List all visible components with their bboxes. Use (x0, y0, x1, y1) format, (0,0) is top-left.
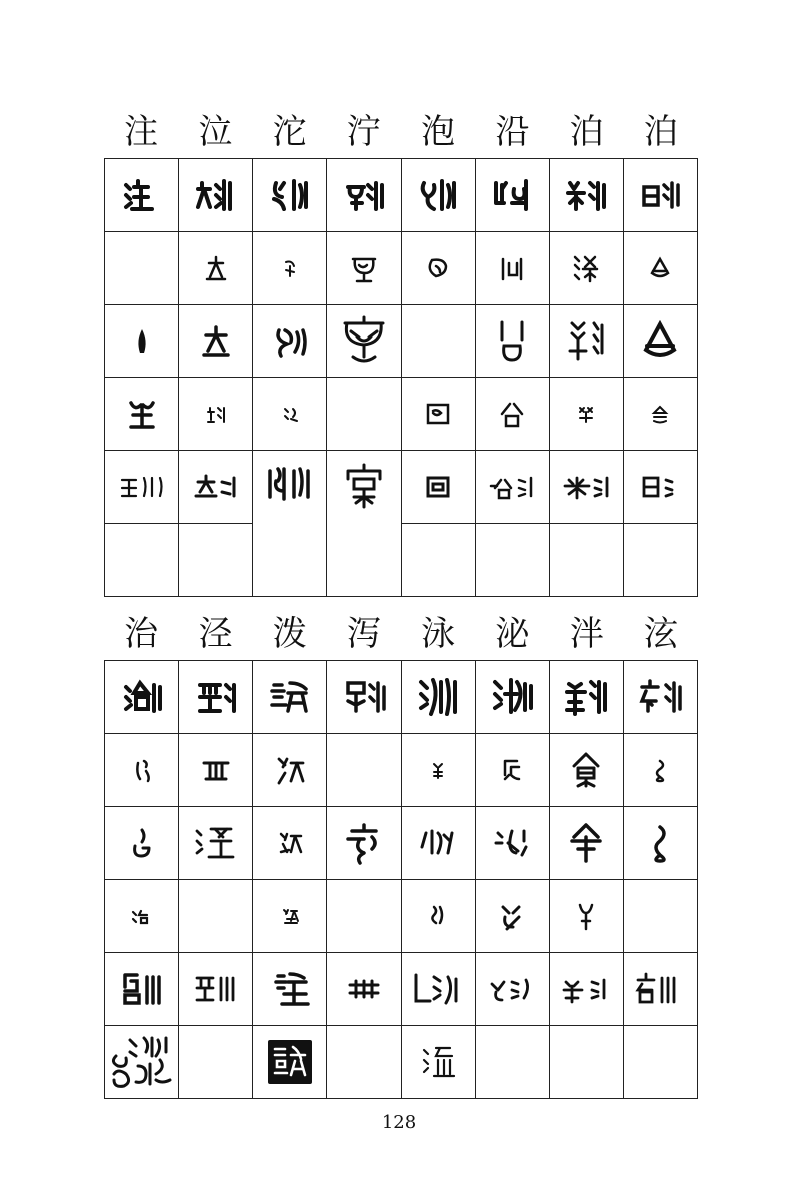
glyph-cell (623, 661, 697, 734)
seal-script-glyph (487, 472, 537, 502)
glyph-cell (475, 807, 549, 880)
seal-script-glyph (426, 901, 450, 931)
section-1-glyph-table (104, 158, 698, 597)
seal-script-glyph (271, 322, 309, 360)
header-char: 泾 (198, 614, 233, 654)
seal-script-glyph (270, 968, 310, 1010)
glyph-cell (179, 305, 253, 378)
glyph-cell (327, 1026, 401, 1099)
seal-script-glyph (192, 472, 240, 502)
glyph-cell (549, 734, 623, 807)
glyph-cell (549, 305, 623, 378)
glyph-cell (475, 451, 549, 524)
section-2-header-row (104, 614, 698, 654)
glyph-cell (549, 159, 623, 232)
glyph-cell (401, 232, 475, 305)
glyph-cell (253, 159, 327, 232)
glyph-cell (475, 1026, 549, 1099)
seal-script-glyph (119, 969, 165, 1009)
glyph-cell (475, 524, 549, 597)
seal-script-glyph (268, 173, 312, 217)
glyph-cell (253, 1026, 327, 1099)
seal-script-glyph (647, 255, 673, 281)
glyph-cell (623, 378, 697, 451)
seal-script-glyph (118, 472, 166, 502)
seal-script-glyph (201, 253, 231, 283)
seal-script-glyph (129, 906, 155, 926)
glyph-cell (549, 880, 623, 953)
seal-script-glyph (278, 256, 302, 280)
section-2-glyph-table (104, 660, 698, 1099)
seal-script-glyph (275, 828, 305, 858)
glyph-cell (623, 807, 697, 880)
glyph-cell (623, 1026, 697, 1099)
seal-script-glyph (191, 821, 241, 865)
glyph-cell (401, 880, 475, 953)
section-1-header-row (104, 112, 698, 152)
seal-script-glyph (416, 173, 460, 217)
header-char: 泌 (495, 614, 530, 654)
glyph-cell (549, 451, 623, 524)
header-char: 泮 (569, 614, 604, 654)
seal-script-glyph (342, 461, 386, 511)
seal-script-glyph (489, 674, 535, 720)
seal-script-glyph (342, 675, 386, 719)
glyph-cell (253, 378, 327, 451)
seal-script-glyph (574, 899, 598, 933)
glyph-cell (327, 734, 401, 807)
glyph-cell (475, 159, 549, 232)
header-char: 泣 (198, 112, 233, 152)
seal-script-glyph (648, 403, 672, 425)
table-row (105, 734, 698, 807)
glyph-cell (179, 880, 253, 953)
glyph-cell (253, 880, 327, 953)
header-char: 泊 (569, 112, 604, 152)
glyph-cell (401, 159, 475, 232)
seal-script-glyph (634, 970, 686, 1008)
header-char: 注 (124, 112, 159, 152)
seal-script-glyph (120, 173, 164, 217)
glyph-cell (179, 378, 253, 451)
glyph-cell (327, 232, 401, 305)
glyph-cell (475, 232, 549, 305)
header-char: 泻 (346, 614, 381, 654)
glyph-cell (105, 880, 179, 953)
seal-script-glyph (497, 755, 527, 785)
seal-script-glyph (200, 755, 232, 785)
seal-script-glyph (204, 402, 228, 426)
glyph-cell (401, 807, 475, 880)
seal-script-glyph (193, 972, 239, 1006)
seal-script-glyph (194, 173, 238, 217)
glyph-cell (253, 734, 327, 807)
glyph-cell (253, 953, 327, 1026)
glyph-cell (401, 1026, 475, 1099)
glyph-cell (401, 305, 475, 378)
seal-script-glyph (563, 674, 609, 720)
seal-script-glyph (639, 320, 681, 362)
glyph-cell (475, 880, 549, 953)
table-row (105, 661, 698, 734)
glyph-cell (623, 734, 697, 807)
glyph-cell (327, 305, 401, 378)
header-char: 沿 (495, 112, 530, 152)
seal-script-glyph (342, 821, 386, 865)
table-row (105, 524, 698, 597)
table-row (105, 953, 698, 1026)
header-char: 泊 (643, 112, 678, 152)
glyph-cell (105, 734, 179, 807)
glyph-cell (623, 451, 697, 524)
glyph-cell (105, 524, 179, 597)
glyph-cell (401, 524, 475, 597)
header-char: 沱 (272, 112, 307, 152)
glyph-cell (179, 1026, 253, 1099)
glyph-cell (105, 305, 179, 378)
seal-script-glyph (566, 821, 606, 865)
glyph-cell (179, 734, 253, 807)
table-row (105, 1026, 698, 1099)
seal-script-glyph (339, 313, 389, 369)
glyph-cell (179, 232, 253, 305)
seal-script-glyph (495, 899, 529, 933)
seal-script-glyph (279, 905, 301, 927)
glyph-cell (401, 953, 475, 1026)
seal-script-glyph (268, 675, 312, 719)
glyph-cell (105, 953, 179, 1026)
header-char: 泡 (421, 112, 456, 152)
seal-script-glyph (490, 823, 534, 863)
seal-script-glyph (415, 674, 461, 720)
seal-script-glyph (569, 251, 603, 285)
seal-script-glyph (638, 472, 682, 502)
glyph-cell (475, 734, 549, 807)
seal-script-glyph (418, 823, 458, 863)
seal-script-glyph (560, 974, 612, 1004)
glyph-cell (623, 953, 697, 1026)
seal-script-glyph (638, 675, 682, 719)
glyph-cell (327, 378, 401, 451)
glyph-cell (179, 953, 253, 1026)
table-row (105, 378, 698, 451)
seal-script-glyph (265, 1037, 315, 1087)
glyph-cell (623, 880, 697, 953)
seal-script-glyph (428, 758, 448, 782)
glyph-cell (105, 807, 179, 880)
seal-script-glyph (649, 823, 671, 863)
seal-script-glyph (132, 325, 152, 357)
seal-script-glyph (564, 317, 608, 365)
seal-script-glyph (410, 969, 466, 1009)
glyph-cell (179, 159, 253, 232)
table-row (105, 880, 698, 953)
glyph-cell (401, 451, 475, 524)
glyph-cell (623, 524, 697, 597)
glyph-cell (475, 305, 549, 378)
table-row (105, 305, 698, 378)
seal-script-glyph (574, 402, 598, 426)
glyph-cell (549, 807, 623, 880)
glyph-cell (401, 378, 475, 451)
glyph-cell (179, 661, 253, 734)
page-number: 128 (381, 1112, 417, 1133)
seal-script-glyph (342, 173, 386, 217)
seal-script-glyph (486, 974, 538, 1004)
glyph-cell (549, 232, 623, 305)
seal-script-glyph (423, 399, 453, 429)
glyph-cell (549, 378, 623, 451)
header-char: 泫 (643, 614, 678, 654)
seal-script-glyph (130, 755, 154, 785)
seal-script-glyph (492, 318, 532, 364)
glyph-cell (549, 1026, 623, 1099)
seal-script-glyph (564, 173, 608, 217)
glyph-cell (105, 378, 179, 451)
glyph-cell (327, 159, 401, 232)
seal-script-glyph (127, 826, 157, 860)
glyph-cell (475, 661, 549, 734)
seal-script-glyph (424, 254, 452, 282)
table-row (105, 451, 698, 524)
glyph-cell (327, 880, 401, 953)
glyph-cell (253, 451, 327, 597)
seal-script-glyph (490, 173, 534, 217)
glyph-cell (623, 305, 697, 378)
glyph-cell (253, 232, 327, 305)
seal-script-glyph (198, 323, 234, 359)
glyph-cell (475, 378, 549, 451)
glyph-cell (179, 451, 253, 524)
table-row (105, 232, 698, 305)
glyph-cell (623, 232, 697, 305)
seal-script-glyph (279, 403, 301, 425)
seal-script-glyph (418, 1042, 458, 1082)
glyph-cell (105, 1026, 179, 1099)
seal-script-glyph (561, 472, 611, 502)
glyph-cell (549, 524, 623, 597)
seal-script-glyph (496, 398, 528, 430)
glyph-cell (401, 661, 475, 734)
header-char: 治 (124, 614, 159, 654)
seal-script-glyph (273, 753, 307, 787)
seal-script-glyph (638, 173, 682, 217)
glyph-cell (327, 953, 401, 1026)
seal-script-glyph (120, 675, 164, 719)
glyph-cell (623, 159, 697, 232)
header-char: 泳 (421, 614, 456, 654)
glyph-cell (253, 807, 327, 880)
seal-script-glyph (194, 675, 238, 719)
glyph-cell (253, 661, 327, 734)
table-row (105, 159, 698, 232)
glyph-cell (105, 159, 179, 232)
glyph-cell (327, 807, 401, 880)
header-char: 泼 (272, 614, 307, 654)
glyph-cell (327, 451, 401, 597)
seal-script-glyph (652, 757, 668, 783)
seal-script-glyph (264, 463, 316, 505)
seal-script-glyph (108, 1030, 176, 1094)
glyph-cell (253, 305, 327, 378)
table-row (105, 807, 698, 880)
glyph-cell (549, 661, 623, 734)
glyph-cell (179, 807, 253, 880)
glyph-cell (179, 524, 253, 597)
glyph-cell (327, 661, 401, 734)
seal-script-glyph (346, 977, 382, 1001)
glyph-cell (475, 953, 549, 1026)
seal-script-glyph (423, 472, 453, 502)
seal-script-glyph (347, 251, 381, 285)
glyph-cell (401, 734, 475, 807)
seal-script-glyph (568, 750, 604, 790)
glyph-cell (105, 232, 179, 305)
glyph-cell (105, 661, 179, 734)
seal-script-glyph (497, 253, 527, 283)
glyph-cell (105, 451, 179, 524)
header-char: 泞 (346, 112, 381, 152)
seal-script-glyph (125, 397, 159, 431)
glyph-cell (549, 953, 623, 1026)
